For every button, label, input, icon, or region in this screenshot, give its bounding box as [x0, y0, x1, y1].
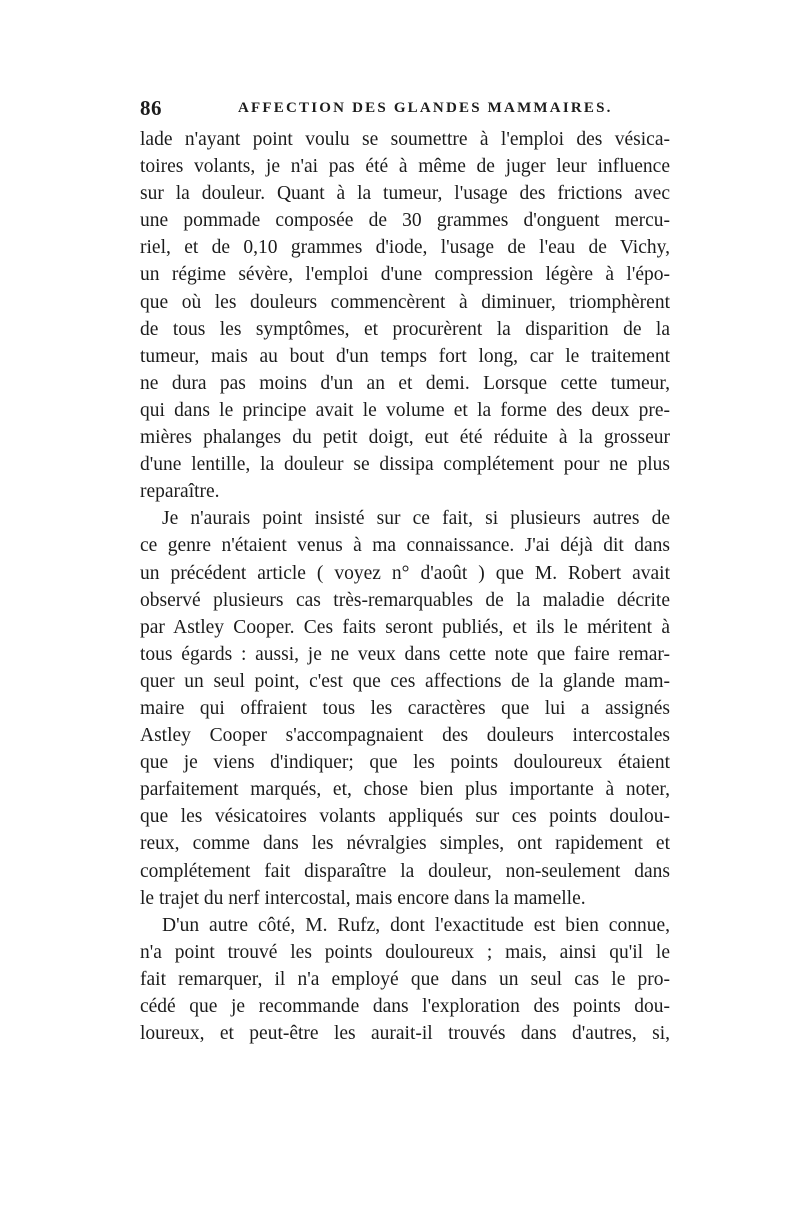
- running-title: AFFECTION DES GLANDES MAMMAIRES.: [238, 100, 613, 116]
- text-line: lade n'ayant point voulu se soumettre à l'emploi des vésica-: [140, 129, 670, 150]
- text-line: observé plusieurs cas très-remarquables de la maladie décrite: [140, 589, 670, 611]
- body-text: [140, 126, 670, 1047]
- text-line: quer un seul point, c'est que ces affections de la glande mam-: [140, 670, 670, 692]
- text-line: d'une lentille, la douleur se dissipa complétement pour ne plus: [140, 454, 670, 476]
- text-line: parfaitement marqués, et, chose bien plus importante à noter,: [140, 779, 670, 801]
- text-line: cédé que je recommande dans l'exploration des points dou-: [140, 996, 670, 1017]
- running-head: [140, 96, 670, 126]
- text-line: mières phalanges du petit doigt, eut été réduite à la grosseur: [140, 427, 670, 449]
- text-line: D'un autre côté, M. Rufz, dont l'exactitude est bien connue,: [162, 914, 670, 936]
- text-line: riel, et de 0,10 grammes d'iode, l'usage de l'eau de Vichy,: [140, 237, 670, 259]
- text-line: un régime sévère, l'emploi d'une compression légère à l'épo-: [140, 264, 670, 286]
- text-line: que je viens d'indiquer; que les points douloureux étaient: [140, 752, 670, 774]
- text-line: toires volants, je n'ai pas été à même de juger leur influence: [140, 156, 670, 178]
- page-number: 86: [140, 96, 162, 120]
- text-line: que où les douleurs commencèrent à diminuer, triomphèrent: [140, 291, 670, 313]
- text-line: ne dura pas moins d'un an et demi. Lorsque cette tumeur,: [140, 372, 670, 394]
- text-line: loureux, et peut-être les aurait-il trouvés dans d'autres, si,: [140, 1023, 670, 1045]
- text-line: maire qui offraient tous les caractères que lui a assignés: [140, 697, 670, 719]
- text-line: Astley Cooper s'accompagnaient des douleurs intercostales: [140, 725, 670, 747]
- text-line: qui dans le principe avait le volume et la forme des deux pre-: [140, 399, 670, 421]
- text-line: tous égards : aussi, je ne veux dans cette note que faire remar-: [140, 643, 670, 665]
- text-line: sur la douleur. Quant à la tumeur, l'usage des frictions avec: [140, 183, 670, 205]
- text-line: un précédent article ( voyez n° d'août ) que M. Robert avait: [140, 562, 670, 584]
- text-line: le trajet du nerf intercostal, mais encore dans la mamelle.: [140, 887, 586, 909]
- text-line: que les vésicatoires volants appliqués sur ces points doulou-: [140, 806, 670, 828]
- text-line: n'a point trouvé les points douloureux ; mais, ainsi qu'il le: [140, 941, 670, 963]
- text-line: ce genre n'étaient venus à ma connaissance. J'ai déjà dit dans: [140, 535, 670, 557]
- text-line: fait remarquer, il n'a employé que dans un seul cas le pro-: [140, 968, 670, 990]
- text-line: de tous les symptômes, et procurèrent la disparition de la: [140, 318, 670, 340]
- text-line: reparaître.: [140, 481, 220, 503]
- text-line: par Astley Cooper. Ces faits seront publiés, et ils le méritent à: [140, 616, 670, 638]
- text-line: Je n'aurais point insisté sur ce fait, si plusieurs autres de: [162, 508, 670, 530]
- text-line: reux, comme dans les névralgies simples, ont rapidement et: [140, 833, 670, 855]
- text-line: tumeur, mais au bout d'un temps fort long, car le traitement: [140, 345, 670, 367]
- text-line: complétement fait disparaître la douleur, non-seulement dans: [140, 860, 670, 882]
- text-line: une pommade composée de 30 grammes d'onguent mercu-: [140, 210, 670, 232]
